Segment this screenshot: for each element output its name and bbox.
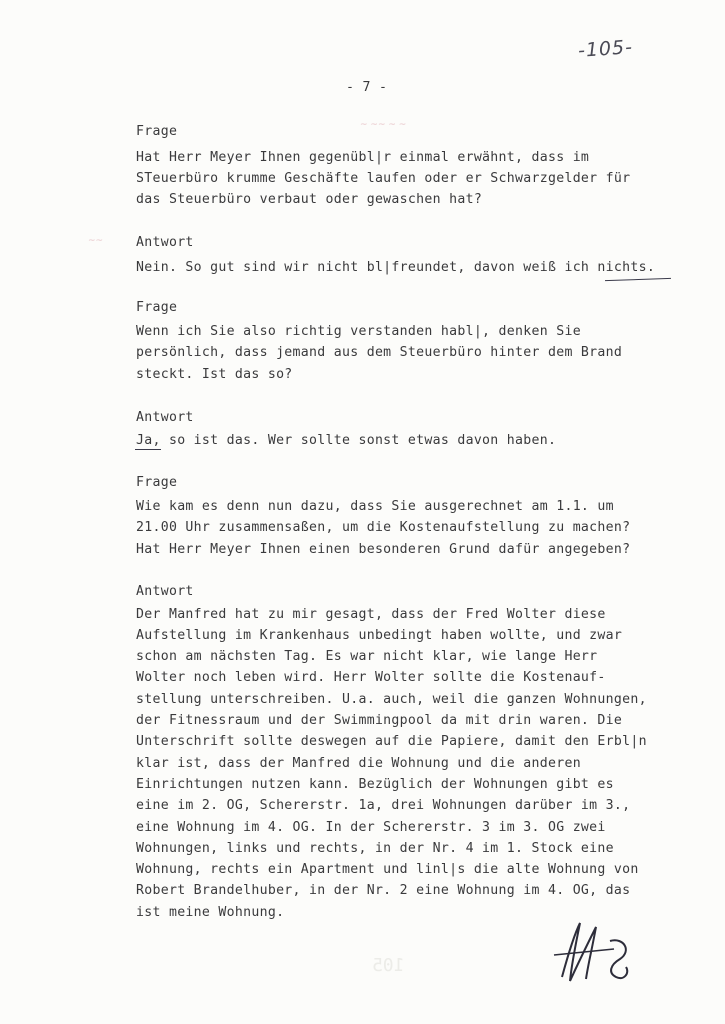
question-label: Frage (136, 475, 178, 490)
punch-hole (28, 643, 50, 665)
text-line: Der Manfred hat zu mir gesagt, dass der Fred Wolter diese (136, 607, 606, 622)
text-line: klar ist, dass der Manfred die Wohnung und die anderen (136, 756, 581, 771)
text-line: Einrichtungen nutzen kann. Bezüglich der Wohnungen gibt es (136, 777, 614, 792)
question-label: Frage (136, 124, 178, 139)
text-line: 21.00 Uhr zusammensaßen, um die Kostenaufstellung zu machen? (136, 520, 631, 535)
answer-label: Antwort (136, 410, 194, 425)
text-line: STeuerbüro krumme Geschäfte laufen oder er Schwarzgelder für (136, 171, 631, 186)
text-line: Wie kam es denn nun dazu, dass Sie ausgerechnet am 1.1. um (136, 499, 614, 514)
text-line: Ja, so ist das. Wer sollte sonst etwas davon haben. (136, 433, 557, 448)
text-line: ist meine Wohnung. (136, 905, 285, 920)
text-line: Hat Herr Meyer Ihnen einen besonderen Grund dafür angegeben? (136, 542, 631, 557)
text-line: Robert Brandelhuber, in der Nr. 2 eine Wohnung im 4. OG, das (136, 883, 631, 898)
text-line: Aufstellung im Krankenhaus unbedingt haben wollte, und zwar (136, 628, 623, 643)
text-line: Hat Herr Meyer Ihnen gegenübl|r einmal erwähnt, dass im (136, 150, 590, 165)
text-line: das Steuerbüro verbaut oder gewaschen hat? (136, 192, 483, 207)
text-line: Wohnung, rechts ein Apartment und linl|s die alte Wohnung von (136, 862, 639, 877)
faint-stamp-mark: ~~ (88, 236, 104, 246)
handwritten-page-number: -105- (577, 36, 634, 62)
text-line: steckt. Ist das so? (136, 367, 293, 382)
text-line: stellung unterschreiben. U.a. auch, weil die ganzen Wohnungen, (136, 692, 647, 707)
text-line: Wohnungen, links und rechts, in der Nr. 4 im 1. Stock eine (136, 841, 614, 856)
text-line: schon am nächsten Tag. Es war nicht klar, wie lange Herr (136, 649, 598, 664)
answer-label: Antwort (136, 584, 194, 599)
text-line: Wolter noch leben wird. Herr Wolter sollte die Kostenauf- (136, 670, 606, 685)
handwritten-underline (135, 449, 161, 450)
text-line: der Fitnessraum und der Swimmingpool da mit drin waren. Die (136, 713, 623, 728)
page-number: - 7 - (346, 80, 388, 95)
text-line: Unterschrift sollte deswegen auf die Papiere, damit den Erbl|n (136, 734, 647, 749)
text-line: Wenn ich Sie also richtig verstanden habl|, denken Sie (136, 324, 581, 339)
text-line: eine im 2. OG, Schererstr. 1a, drei Wohnungen darüber im 3., (136, 798, 631, 813)
question-label: Frage (136, 300, 178, 315)
answer-label: Antwort (136, 235, 194, 250)
text-line: persönlich, dass jemand aus dem Steuerbüro hinter dem Brand (136, 345, 623, 360)
faint-stamp-mark: ~ ~~ ~ ~ (360, 120, 407, 130)
text-line: Nein. So gut sind wir nicht bl|freundet, davon weiß ich nichts. (136, 260, 656, 275)
handwritten-underline (605, 278, 671, 281)
bleed-through-number: 105 (372, 955, 405, 976)
signature-drawing (550, 915, 640, 987)
punch-hole (28, 365, 50, 387)
text-line: eine Wohnung im 4. OG. In der Schererstr. 3 im 3. OG zwei (136, 820, 606, 835)
